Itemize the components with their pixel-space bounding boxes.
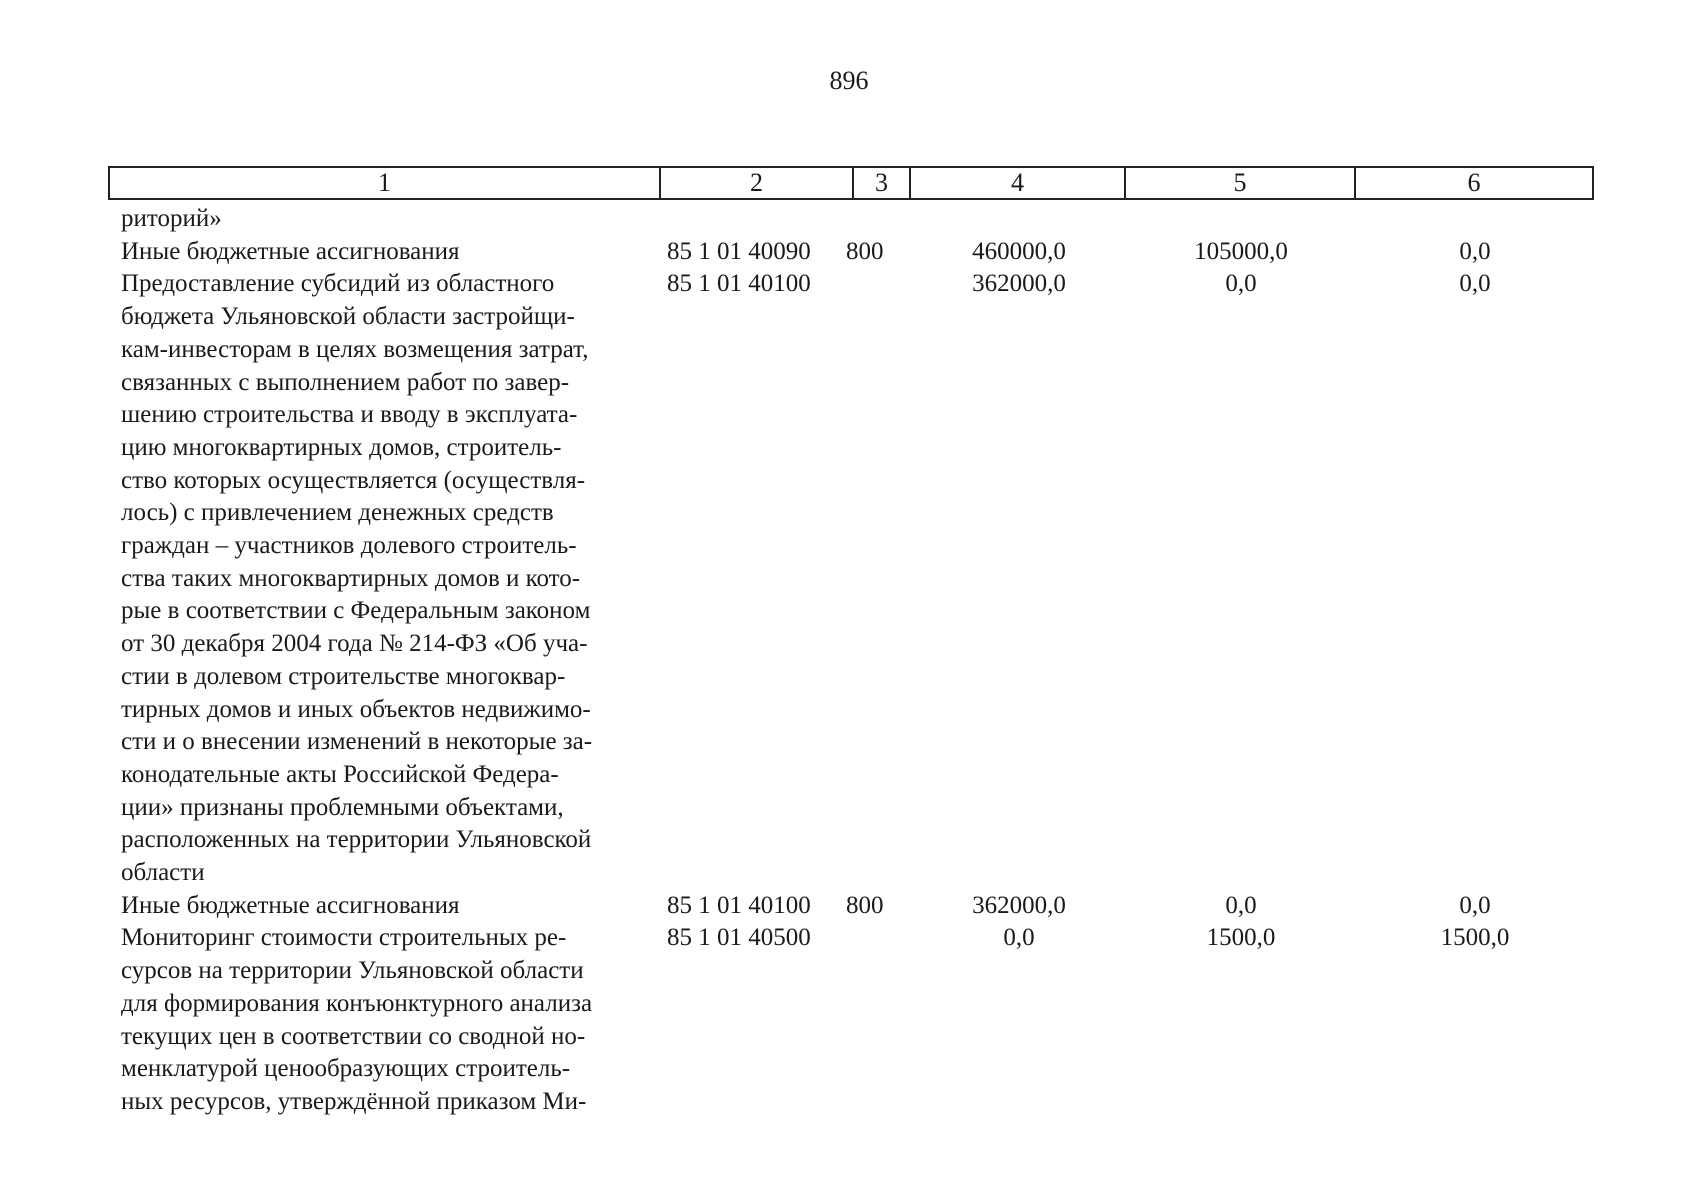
- row-code: 85 1 01 40100: [667, 270, 811, 298]
- row-value-5: 1500,0: [1206, 924, 1276, 952]
- row-value-4: 362000,0: [972, 270, 1066, 298]
- row-type: 800: [846, 237, 884, 265]
- row-value-4: [912, 203, 1126, 236]
- row-value-6: 0,0: [1459, 237, 1491, 265]
- row-value-6: 0,0: [1459, 270, 1491, 298]
- row-value-5: [1126, 203, 1356, 236]
- row-value-6: 0,0: [1459, 891, 1491, 919]
- column-header-6: 6: [1467, 168, 1481, 197]
- row-type: [836, 203, 912, 236]
- column-header-4: 4: [911, 168, 1126, 198]
- row-description: Иные бюджетные ассигнования: [121, 237, 460, 265]
- row-value-5: 0,0: [1225, 891, 1257, 919]
- table-body: [108, 203, 1594, 1119]
- row-type: [836, 268, 912, 889]
- row-code: [651, 203, 836, 236]
- column-header-5: 5: [1126, 168, 1356, 198]
- row-code: 85 1 01 40500: [667, 924, 811, 952]
- row-description: риторий»: [121, 205, 222, 232]
- row-value-5: 0,0: [1225, 270, 1257, 298]
- row-type: [836, 922, 912, 1118]
- row-code: 85 1 01 40100: [667, 891, 811, 919]
- column-header-3: 3: [854, 168, 911, 198]
- row-value-6: [1356, 203, 1594, 236]
- table-row: [108, 268, 1594, 889]
- table-header: [108, 166, 1594, 200]
- column-header-1: 1: [110, 168, 661, 198]
- row-type: 800: [846, 891, 884, 919]
- row-code: 85 1 01 40090: [667, 237, 811, 265]
- row-description: Мониторинг стоимости строительных ре- сурсов на территории Ульяновской области для формирования конъюнктурного анализа текущих цен в соответствии со сводной но- менклатурой ценообразующих строитель- ных ресурсов, утверждённой приказом Ми-: [121, 924, 593, 1115]
- row-description: Иные бюджетные ассигнования: [121, 891, 460, 919]
- row-value-4: 0,0: [1003, 924, 1035, 952]
- row-value-6: 1500,0: [1440, 924, 1510, 952]
- table-row: [108, 203, 1594, 236]
- row-value-4: 362000,0: [972, 891, 1066, 919]
- column-header-2: 2: [661, 168, 854, 198]
- page-number: 896: [829, 66, 869, 95]
- row-value-5: 105000,0: [1194, 237, 1288, 265]
- table-row: [108, 890, 1594, 923]
- table-row: [108, 922, 1594, 1118]
- row-value-4: 460000,0: [972, 237, 1066, 265]
- table-row: [108, 236, 1594, 269]
- row-description: Предоставление субсидий из областного бюджета Ульяновской области застройщи- кам-инвесторам в целях возмещения затрат, связанных с выполнением работ по завер- шению строительства и вводу в эксплуата- цию многоквартирных домов, строитель- ство которых осуществляется (осуществля- лось) с привлечением денежных средств граждан – участников долевого строитель- ства таких многоквартирных домов и кото- рые в соответствии с Федеральным законом от 30 декабря 2004 года № 214-ФЗ «Об уча- стии в долевом строительстве многоквар- тирных домов и иных объектов недвижимо- сти и о внесении изменений в некоторые за- конодательные акты Российской Федера- ции» признаны проблемными объектами, расположенных на территории Ульяновской области: [121, 270, 593, 887]
